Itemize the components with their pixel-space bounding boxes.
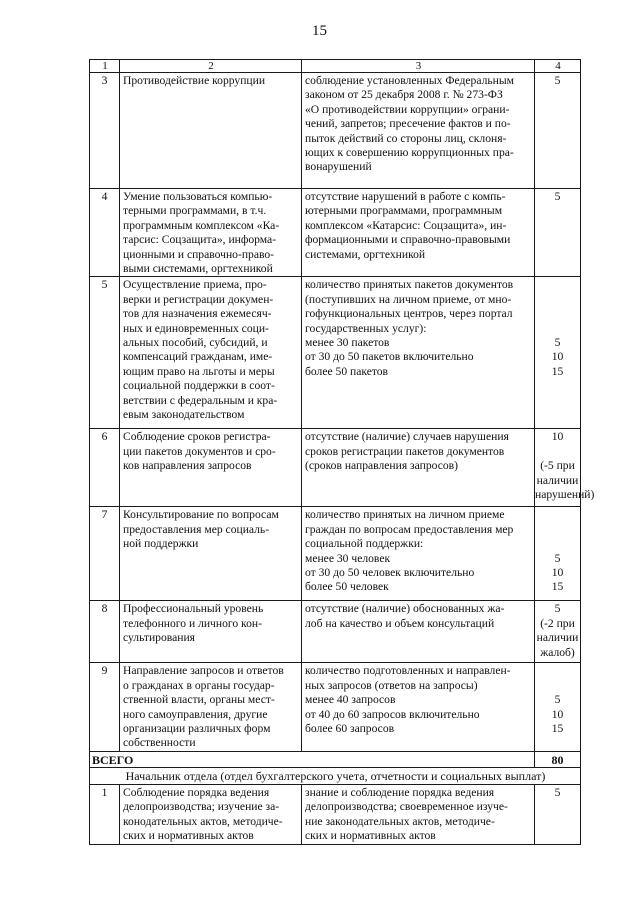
text-line: Консультирование по вопросам (123, 508, 279, 522)
text-line: выми системами, оргтехникой (123, 262, 273, 276)
points-cell (535, 189, 581, 277)
points-value: 10 (551, 350, 564, 364)
text-line: менее 30 человек (305, 551, 391, 565)
text-line: комплексом «Катарсис: Соцзащита», ин- (305, 218, 507, 232)
points-value: 5 (554, 190, 561, 203)
table-row (90, 784, 581, 844)
total-value: 80 (535, 751, 581, 767)
text-line: сроков регистрации пакетов документов (305, 444, 505, 458)
points-value: (-2 при (540, 616, 575, 630)
indicator-name (120, 507, 302, 601)
text-line: ских и нормативных актов (123, 828, 254, 842)
text-line: от 40 до 60 запросов включительно (305, 707, 480, 721)
text-line: отсутствие (наличие) случаев нарушения (305, 430, 509, 444)
text-line: ственной власти, органы мест- (123, 693, 275, 707)
text-line: программным комплексом «Ка- (123, 218, 280, 232)
text-line: собственности (123, 736, 196, 750)
section-heading-row (90, 768, 581, 784)
text-line: Противодействие коррупции (123, 74, 266, 87)
text-line: компенсаций гражданам, име- (123, 350, 273, 364)
points-cell (535, 277, 581, 429)
text-line: делопроизводства; своевременное изуче- (305, 800, 508, 814)
points-value (535, 278, 580, 292)
text-line: ционными и справочно-право- (123, 247, 275, 261)
points-value: 10 (551, 707, 564, 721)
text-line: предоставления мер социаль- (123, 522, 270, 536)
text-line: социальной поддержки в соот- (123, 379, 275, 393)
text-line: организации различных форм (123, 722, 271, 736)
indicator-criteria (302, 663, 535, 751)
text-line: ветствии с федеральным и кра- (123, 393, 278, 407)
text-line: более 60 запросов (305, 722, 395, 736)
text-line: ных запросов (ответов на запросы) (305, 678, 478, 692)
text-line: чений, запретов; пресечение фактов и по- (305, 117, 511, 131)
text-line: ских и нормативных актов (305, 828, 436, 842)
row-number: 4 (90, 189, 120, 277)
text-line: социальной поддержки: (305, 537, 424, 551)
text-line: ков направления запросов (123, 459, 252, 473)
text-line: сультирования (123, 631, 195, 645)
text-line: вонарушений (305, 160, 372, 174)
points-cell (535, 429, 595, 507)
points-value: нарушений) (535, 488, 595, 502)
text-line: законом от 25 декабря 2008 г. № 273-ФЗ (305, 88, 503, 102)
text-line: терными программами, в т.ч. (123, 204, 267, 218)
indicator-name (120, 601, 302, 663)
points-value: 5 (554, 74, 561, 87)
indicator-criteria (302, 189, 535, 277)
page-number: 15 (312, 23, 327, 39)
indicator-name (120, 784, 302, 844)
points-cell (535, 601, 581, 663)
points-value (535, 537, 580, 551)
text-line: ние законодательных актов, методиче- (305, 814, 495, 828)
text-line: Осуществление приема, про- (123, 278, 267, 292)
indicator-criteria (302, 601, 535, 663)
text-line: количество принятых пакетов документов (305, 278, 514, 292)
text-line: верки и регистрации докумен- (123, 292, 274, 306)
text-line: от 30 до 50 пакетов включительно (305, 350, 474, 364)
text-line: от 30 до 50 человек включительно (305, 566, 475, 580)
text-line: гофункциональных центров, через портал (305, 307, 513, 321)
indicator-criteria (302, 277, 535, 429)
text-line: ных и единовременных соци- (123, 321, 269, 335)
section-title: Начальник отдела (отдел бухгалтерского учета, отчетности и социальных выплат) (90, 768, 581, 784)
text-line: более 50 человек (305, 580, 389, 594)
text-line: Соблюдение сроков регистра- (123, 430, 271, 444)
points-value (535, 508, 580, 522)
text-line: ции пакетов документов и сро- (123, 444, 276, 458)
indicator-name (120, 189, 302, 277)
text-line: более 50 пакетов (305, 364, 389, 378)
row-number: 3 (90, 73, 120, 189)
points-value: 5 (554, 602, 561, 616)
indicator-criteria (302, 784, 535, 844)
table-row (90, 429, 581, 507)
points-value (535, 445, 580, 459)
row-number: 9 (90, 663, 120, 751)
indicator-name (120, 277, 302, 429)
text-line: количество принятых на личном приеме (305, 508, 505, 522)
points-cell (535, 663, 581, 751)
indicator-name (120, 663, 302, 751)
indicator-criteria (302, 429, 535, 507)
row-number: 7 (90, 507, 120, 601)
table-row (90, 189, 581, 277)
text-line: соблюдение установленных Федеральным (305, 74, 514, 87)
text-line: количество подготовленных и направлен- (305, 664, 511, 678)
points-value (535, 679, 580, 693)
table-row (90, 601, 581, 663)
points-value (535, 307, 580, 321)
row-number: 8 (90, 601, 120, 663)
points-value: 15 (551, 580, 564, 594)
text-line: ной поддержки (123, 537, 199, 551)
points-value (535, 293, 580, 307)
points-value: (-5 при (540, 459, 575, 473)
header-cell-num: 1 (90, 60, 120, 73)
points-value: 5 (554, 551, 561, 565)
text-line: (поступивших на личном приеме, от мно- (305, 292, 512, 306)
text-line: альных пособий, субсидий, и (123, 336, 268, 350)
text-line: Соблюдение порядка ведения (123, 785, 270, 799)
points-cell (535, 73, 581, 189)
text-line: менее 30 пакетов (305, 336, 390, 350)
text-line: Умение пользоваться компью- (123, 190, 273, 203)
indicator-criteria (302, 73, 535, 189)
text-line: формационными и справочно-правовыми (305, 233, 511, 247)
points-value: 5 (554, 336, 561, 350)
total-label: ВСЕГО (90, 751, 535, 767)
text-line: ного самоуправления, другие (123, 707, 268, 721)
text-line: менее 40 запросов (305, 693, 396, 707)
indicator-name (120, 73, 302, 189)
points-value: 15 (551, 364, 564, 378)
text-line: ющим право на льготы и меры (123, 364, 275, 378)
text-line: отсутствие нарушений в работе с компь- (305, 190, 506, 203)
text-line: (сроков направления запросов) (305, 459, 458, 473)
text-line: тов для назначения ежемесяч- (123, 307, 272, 321)
points-value: 10 (551, 566, 564, 580)
points-value: наличии (536, 473, 579, 487)
table-row (90, 73, 581, 189)
text-line: Направление запросов и ответов (123, 664, 284, 678)
text-line: знание и соблюдение порядка ведения (305, 785, 495, 799)
points-value: 5 (554, 693, 561, 707)
row-number: 5 (90, 277, 120, 429)
text-line: конодательных актов, методиче- (123, 814, 283, 828)
indicator-criteria (302, 507, 535, 601)
text-line: граждан по вопросам предоставления мер (305, 522, 514, 536)
text-line: Профессиональный уровень (123, 602, 264, 616)
indicator-name (120, 429, 302, 507)
points-value: 10 (551, 430, 564, 444)
text-line: ютерными программами, программным (305, 204, 503, 218)
text-line: тарсис: Соцзащита», информа- (123, 233, 277, 247)
points-value: наличии (536, 631, 579, 645)
text-line: государственных услуг): (305, 321, 427, 335)
table-row (90, 663, 581, 751)
text-line: ющих к совершению коррупционных пра- (305, 146, 514, 160)
text-line: о гражданах в органы государ- (123, 678, 275, 692)
points-value: жалоб) (540, 645, 575, 659)
text-line: делопроизводства; изучение за- (123, 800, 280, 814)
table-row (90, 507, 581, 601)
points-cell (535, 507, 581, 601)
criteria-table (89, 59, 595, 845)
total-row (90, 751, 581, 767)
table-header-row (90, 60, 581, 73)
table-row (90, 277, 581, 429)
row-number: 1 (90, 784, 120, 844)
points-value (535, 523, 580, 537)
row-number: 6 (90, 429, 120, 507)
text-line: отсутствие (наличие) обоснованных жа- (305, 602, 505, 616)
points-value: 15 (551, 722, 564, 736)
text-line: евым законодательством (123, 408, 245, 422)
points-cell (535, 784, 581, 844)
points-value (535, 664, 580, 678)
text-line: лоб на качество и объем консультаций (305, 616, 495, 630)
header-cell-criteria: 3 (302, 60, 535, 73)
text-line: телефонного и личного кон- (123, 616, 262, 630)
text-line: пыток действий со стороны лиц, склоня- (305, 131, 507, 145)
header-cell-name: 2 (120, 60, 302, 73)
text-line: «О противодействии коррупции» ограни- (305, 102, 510, 116)
points-value (535, 322, 580, 336)
header-cell-points: 4 (535, 60, 581, 73)
text-line: системами, оргтехникой (305, 247, 426, 261)
points-value: 5 (554, 785, 561, 799)
